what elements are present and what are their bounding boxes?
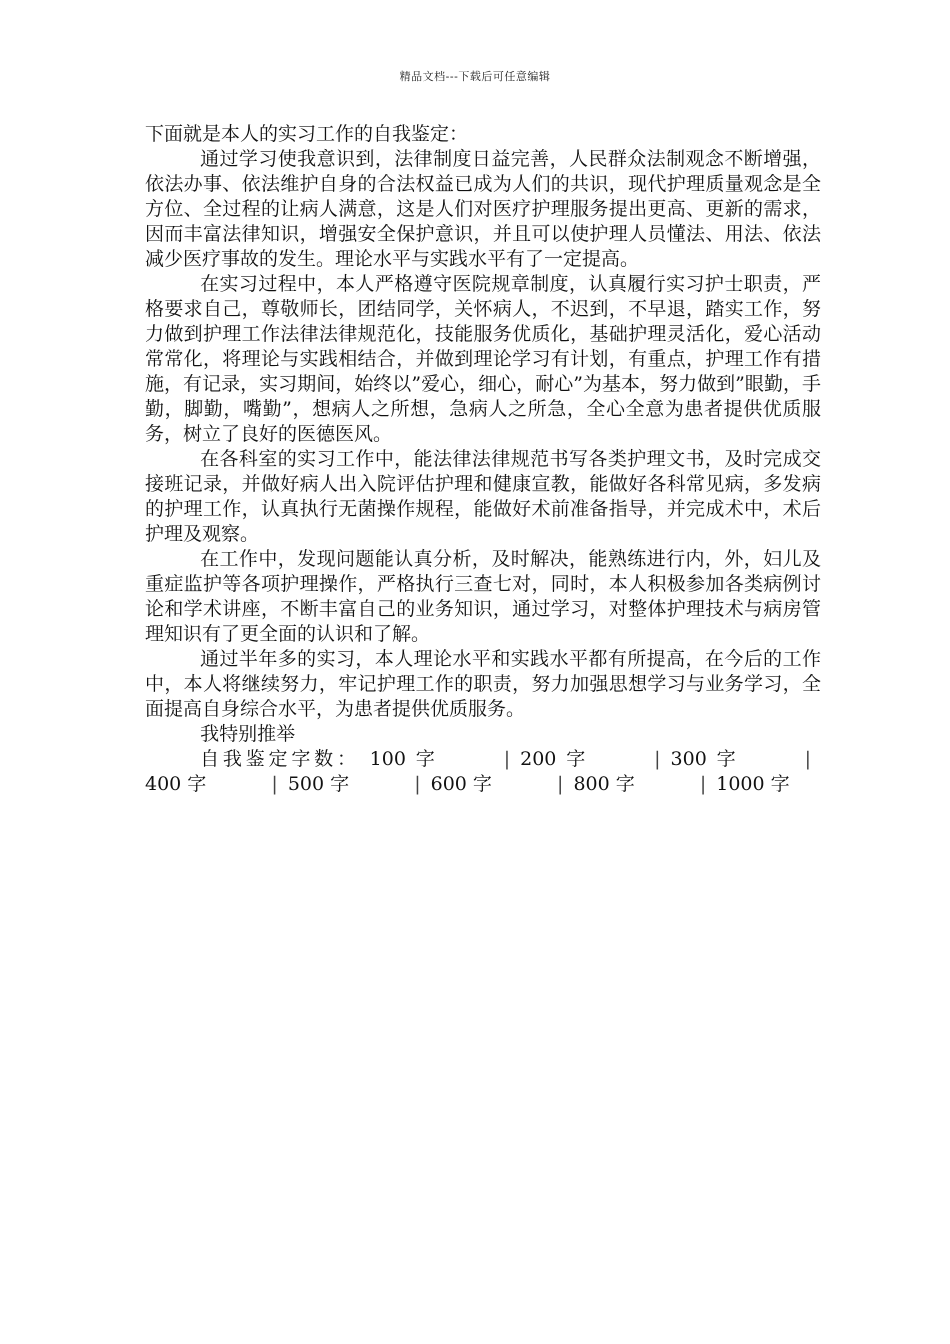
document-body xyxy=(145,122,821,797)
word-count-label: 自我鉴定字数： xyxy=(200,748,360,770)
word-count-option[interactable]: 1000 字 xyxy=(716,773,790,795)
word-count-separator: | xyxy=(654,748,661,770)
word-count-option[interactable]: 300 字 xyxy=(670,748,740,770)
paragraph-5: 通过半年多的实习，本人理论水平和实践水平都有所提高，在今后的工作中，本人将继续努力，牢记护理工作的职责，努力加强思想学习与业务学习，全面提高自身综合水平，为患者提供优质服务。 xyxy=(145,648,821,720)
word-count-option[interactable]: 800 字 xyxy=(573,773,635,795)
word-count-separator: | xyxy=(699,773,707,795)
word-count-option[interactable]: 500 字 xyxy=(287,773,350,795)
word-count-separator: | xyxy=(804,748,811,770)
paragraph-1: 通过学习使我意识到，法律制度日益完善，人民群众法制观念不断增强，依法办事、依法维护自身的合法权益已成为人们的共识，现代护理质量观念是全方位、全过程的让病人满意，这是人们对医疗护理服务提出更高、更新的需求，因而丰富法律知识，增强安全保护意识，并且可以使护理人员懂法、用法、依法减少医疗事故的发生。理论水平与实践水平有了一定提高。 xyxy=(145,148,821,270)
header-note: 精品文档---下载后可任意编辑 xyxy=(399,70,551,83)
word-count-line xyxy=(145,747,821,797)
word-count-option[interactable]: 200 字 xyxy=(520,748,590,770)
word-count-separator: | xyxy=(414,773,421,795)
intro-line: 下面就是本人的实习工作的自我鉴定： xyxy=(145,123,469,145)
recommend-line: 我特别推举 xyxy=(200,723,296,745)
word-count-separator: | xyxy=(271,773,278,795)
word-count-option[interactable]: 100 字 xyxy=(369,748,439,770)
paragraph-3: 在各科室的实习工作中，能法律法律规范书写各类护理文书，及时完成交接班记录，并做好病人出入院评估护理和健康宣教，能做好各科常见病，多发病的护理工作，认真执行无菌操作规程，能做好术前准备指导，并完成术中，术后护理及观察。 xyxy=(145,448,821,545)
word-count-option[interactable]: 600 字 xyxy=(430,773,492,795)
paragraph-2: 在实习过程中，本人严格遵守医院规章制度，认真履行实习护士职责，严格要求自己，尊敬师长，团结同学，关怀病人，不迟到，不早退，踏实工作，努力做到护理工作法律法律规范化，技能服务优质化，基础护理灵活化，爱心活动常常化，将理论与实践相结合，并做到理论学习有计划，有重点，护理工作有措施，有记录，实习期间，始终以”爱心，细心，耐心”为基本，努力做到”眼勤，手勤，脚勤，嘴勤”，想病人之所想，急病人之所急，全心全意为患者提供优质服务，树立了良好的医德医风。 xyxy=(145,273,821,445)
word-count-separator: | xyxy=(503,748,511,770)
word-count-separator: | xyxy=(557,773,564,795)
word-count-option[interactable]: 400 字 xyxy=(145,773,207,795)
paragraph-4: 在工作中，发现问题能认真分析，及时解决，能熟练进行内，外，妇儿及重症监护等各项护理操作，严格执行三查七对，同时，本人积极参加各类病例讨论和学术讲座，不断丰富自己的业务知识，通过学习，对整体护理技术与病房管理知识有了更全面的认识和了解。 xyxy=(145,548,821,645)
